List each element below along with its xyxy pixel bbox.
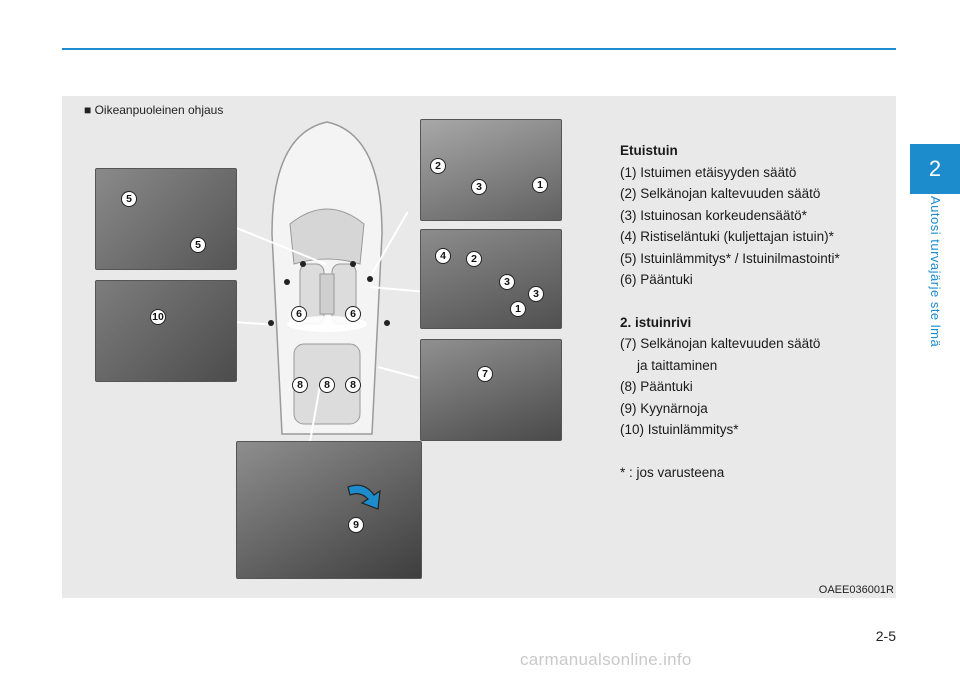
callout-badge: 3 xyxy=(471,179,487,195)
callout-badge: 2 xyxy=(466,251,482,267)
panel-rear-seatback-lever xyxy=(420,339,562,441)
panel-seat-switch-cluster xyxy=(420,229,562,329)
page-number: 2-5 xyxy=(875,628,896,644)
watermark: carmanualsonline.info xyxy=(520,650,692,669)
callout-badge: 2 xyxy=(430,158,446,174)
callout-badge: 8 xyxy=(292,377,308,393)
figure-code: OAEE036001R xyxy=(818,584,894,596)
callout-badge: 8 xyxy=(319,377,335,393)
panel-center-console-switches xyxy=(95,168,237,270)
callout-badge: 3 xyxy=(528,286,544,302)
callout-badge: 5 xyxy=(121,191,137,207)
rear-seat-heading: 2. istuinrivi xyxy=(620,314,692,330)
legend-item: (10) Istuinlämmitys* xyxy=(620,422,739,437)
legend-item: (5) Istuinlämmitys* / Istuinilmastointi* xyxy=(620,250,840,266)
legend-item: (1) Istuimen etäisyyden säätö xyxy=(620,164,797,180)
callout-badge: 7 xyxy=(477,366,493,382)
panel-rear-heater-switch xyxy=(95,280,237,382)
legend-item: (4) Ristiseläntuki (kuljettajan istuin)* xyxy=(620,229,834,244)
callout-badge: 10 xyxy=(150,309,166,325)
legend-item: (8) Pääntuki xyxy=(620,379,693,394)
marker-dot xyxy=(300,261,306,267)
footnote: * : jos varusteena xyxy=(620,464,725,480)
callout-badge: 6 xyxy=(345,306,361,322)
legend-item-continuation: ja taittaminen xyxy=(637,357,718,373)
figure-caption: ■ Oikeanpuoleinen ohjaus xyxy=(84,103,224,117)
marker-dot xyxy=(284,279,290,285)
marker-dot xyxy=(268,320,274,326)
panel-rear-armrest xyxy=(236,441,422,579)
callout-badge: 8 xyxy=(345,377,361,393)
chapter-title: Autosi turvajärje ste lmä xyxy=(928,196,943,348)
chapter-title-vertical xyxy=(923,196,947,376)
marker-dot xyxy=(367,276,373,282)
marker-dot xyxy=(350,261,356,267)
chapter-number-tab: 2 xyxy=(910,144,960,194)
callout-badge: 4 xyxy=(435,248,451,264)
legend-item: (9) Kyynärnoja xyxy=(620,400,708,416)
front-seat-heading: Etuistuin xyxy=(620,143,678,158)
car-top-view xyxy=(242,114,412,444)
callout-badge: 3 xyxy=(499,274,515,290)
seat-legend-text xyxy=(620,140,890,483)
legend-item: (2) Selkänojan kaltevuuden säätö xyxy=(620,186,821,201)
callout-badge: 1 xyxy=(532,177,548,193)
callout-badge: 6 xyxy=(291,306,307,322)
legend-item: (6) Pääntuki xyxy=(620,272,693,287)
fold-arrow-icon xyxy=(344,481,384,515)
legend-item: (3) Istuinosan korkeudensäätö* xyxy=(620,207,807,223)
header-rule xyxy=(62,48,896,50)
callout-badge: 5 xyxy=(190,237,206,253)
callout-badge: 9 xyxy=(348,517,364,533)
marker-dot xyxy=(384,320,390,326)
legend-item: (7) Selkänojan kaltevuuden säätö xyxy=(620,336,821,351)
callout-badge: 1 xyxy=(510,301,526,317)
